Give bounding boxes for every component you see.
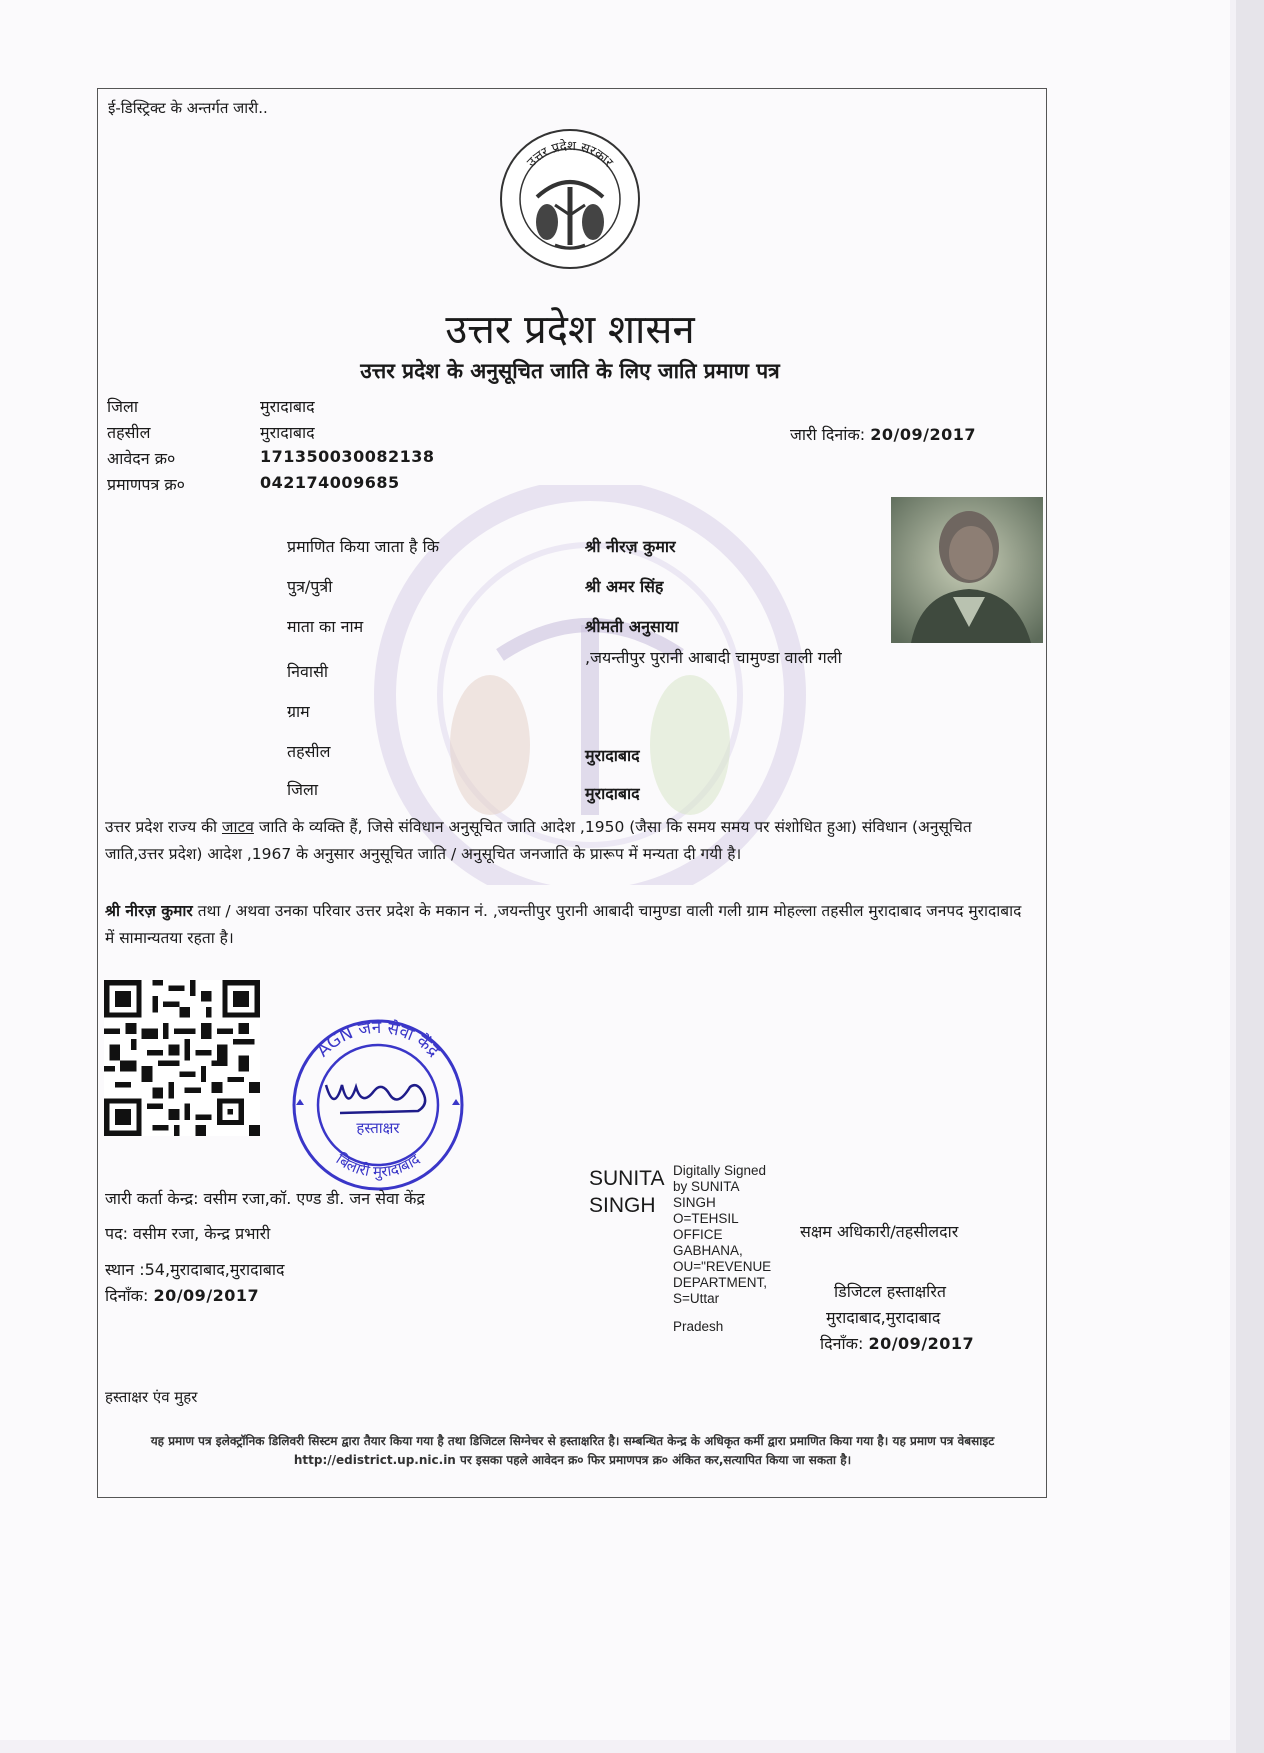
signature-line: OFFICE <box>673 1227 723 1242</box>
signature-seal-label: हस्ताक्षर एंव मुहर <box>105 1388 198 1406</box>
issuer-place: स्थान :54,मुरादाबाद,मुरादाबाद <box>105 1260 285 1279</box>
detail-value-address: ,जयन्तीपुर पुरानी आबादी चामुण्डा वाली गली <box>585 648 842 667</box>
detail-label-son-daughter: पुत्र/पुत्री <box>287 577 333 596</box>
signature-line: GABHANA, <box>673 1243 743 1258</box>
authority-date-label: दिनाँक: <box>820 1334 864 1353</box>
government-title: उत्तर प्रदेश शासन <box>445 307 695 353</box>
issuer-centre: जारी कर्ता केन्द्र: वसीम रजा,कॉ. एण्ड डी. जन सेवा केंद्र <box>105 1189 425 1208</box>
detail-label-village: ग्राम <box>287 702 310 721</box>
meta-label-application-no: आवेदन क्र० <box>107 449 176 468</box>
digital-signer-name <box>589 1165 664 1219</box>
caste-paragraph-intro: उत्तर प्रदेश राज्य की <box>105 818 222 836</box>
signature-line: Digitally Signed <box>673 1163 767 1178</box>
meta-label-tehsil: तहसील <box>107 423 151 442</box>
caste-name: जाटव <box>221 818 254 836</box>
handwritten-signature <box>326 1085 425 1113</box>
emblem-ring-text: उत्तर प्रदेश सरकार <box>524 138 616 171</box>
issuer-date-value: 20/09/2017 <box>153 1286 260 1305</box>
detail-value-tehsil: मुरादाबाद <box>585 746 640 765</box>
signature-line: S=Uttar <box>673 1291 720 1306</box>
detail-value-name: श्री नीरज़ कुमार <box>585 537 676 556</box>
qr-code <box>104 980 260 1136</box>
signature-line: Pradesh <box>673 1319 724 1334</box>
signer-name-line1: SUNITA <box>589 1167 665 1190</box>
caste-paragraph-text: जाति के व्यक्ति हैं, जिसे संविधान अनुसूचित जाति आदेश ,1950 (जैसा कि समय समय पर संशोधित हुआ) संविधान (अनुसूचित जाति,उत्तर प्रदेश) आदेश ,1967 के अनुसार अनुसूचित जाति / अनुसूचित जनजाति के प्रारूप में मन्यता दी गयी है। <box>105 818 972 863</box>
issuer-date-label: दिनाँक: <box>105 1286 149 1305</box>
signer-name-line2: SINGH <box>589 1194 656 1217</box>
applicant-photo <box>891 497 1043 643</box>
stamp-ring-text: AGN जन सेवा केंद्र <box>312 1017 444 1062</box>
certificate-title: उत्तर प्रदेश के अनुसूचित जाति के लिए जाति प्रमाण पत्र <box>360 359 780 383</box>
detail-value-father: श्री अमर सिंह <box>585 577 664 596</box>
signature-line: O=TEHSIL <box>673 1211 739 1226</box>
detail-label-certified: प्रमाणित किया जाता है कि <box>287 537 440 556</box>
detail-label-district: जिला <box>287 780 319 799</box>
authority-title: सक्षम अधिकारी/तहसीलदार <box>800 1222 959 1241</box>
meta-value-district: मुरादाबाद <box>260 397 315 416</box>
signature-line: DEPARTMENT, <box>673 1275 768 1290</box>
meta-label-certificate-no: प्रमाणपत्र क्र० <box>107 475 185 494</box>
csc-stamp <box>282 1015 474 1201</box>
meta-label-district: जिला <box>107 397 139 416</box>
digital-signature-block <box>673 1163 771 1335</box>
detail-label-resident: निवासी <box>287 662 329 681</box>
signature-line-gap <box>673 1307 771 1319</box>
signature-line: by SUNITA <box>673 1179 740 1194</box>
stamp-inner-label: हस्ताक्षर <box>356 1119 400 1137</box>
authority-place: मुरादाबाद,मुरादाबाद <box>826 1308 941 1327</box>
svg-text:बिलारी मुरादाबाद <box>333 1150 424 1182</box>
svg-text:AGN जन सेवा केंद्र <box>313 1018 444 1062</box>
authority-date-value: 20/09/2017 <box>868 1334 975 1353</box>
stamp-bottom-text: बिलारी मुरादाबाद <box>332 1150 424 1181</box>
issue-date <box>790 423 976 445</box>
stamp-star-left <box>296 1099 304 1105</box>
detail-label-mother: माता का नाम <box>287 617 364 636</box>
issued-under-text: ई-डिस्ट्रिक्ट के अन्तर्गत जारी.. <box>108 99 268 117</box>
residence-paragraph <box>105 898 1030 952</box>
signature-line: OU="REVENUE <box>673 1259 772 1274</box>
authority-date <box>820 1332 974 1354</box>
detail-value-district: मुरादाबाद <box>585 784 640 803</box>
detail-value-mother: श्रीमती अनुसाया <box>585 617 679 636</box>
scan-edge <box>1236 0 1264 1753</box>
meta-value-application-no: 171350030082138 <box>260 447 435 466</box>
residence-name: श्री नीरज़ कुमार <box>105 902 193 920</box>
issuer-date <box>105 1284 259 1306</box>
issue-date-label: जारी दिनांक: <box>790 425 866 444</box>
issuer-post: पद: वसीम रजा, केन्द्र प्रभारी <box>105 1224 271 1243</box>
stamp-star-right <box>452 1099 460 1105</box>
detail-label-tehsil: तहसील <box>287 742 331 761</box>
meta-value-tehsil: मुरादाबाद <box>260 423 315 442</box>
up-govt-emblem <box>497 127 643 271</box>
authority-digitally-signed: डिजिटल हस्ताक्षरित <box>834 1282 946 1301</box>
issue-date-value: 20/09/2017 <box>870 425 976 444</box>
meta-value-certificate-no: 042174009685 <box>260 473 400 492</box>
caste-paragraph <box>105 814 1030 868</box>
signature-line: SINGH <box>673 1195 716 1210</box>
residence-text: तथा / अथवा उनका परिवार उत्तर प्रदेश के मकान नं. ,जयन्तीपुर पुरानी आबादी चामुण्डा वाली गली ग्राम मोहल्ला तहसील मुरादाबाद जनपद मुरादाबाद में सामान्यतया रहता है। <box>105 902 1022 947</box>
footer-note: यह प्रमाण पत्र इलेक्ट्रॉनिक डिलिवरी सिस्टम द्वारा तैयार किया गया है तथा डिजिटल सिग्नेचर से हस्ताक्षरित है। सम्बन्धित केन्द्र के अधिकृत कर्मी द्वारा प्रमाणित किया गया है। यह प्रमाण पत्र वेबसाइट http://edistrict.up.nic.in पर इसका पहले आवेदन क्र० फिर प्रमाणपत्र क्र० अंकित कर,सत्यापित किया जा सकता है। <box>150 1434 995 1467</box>
